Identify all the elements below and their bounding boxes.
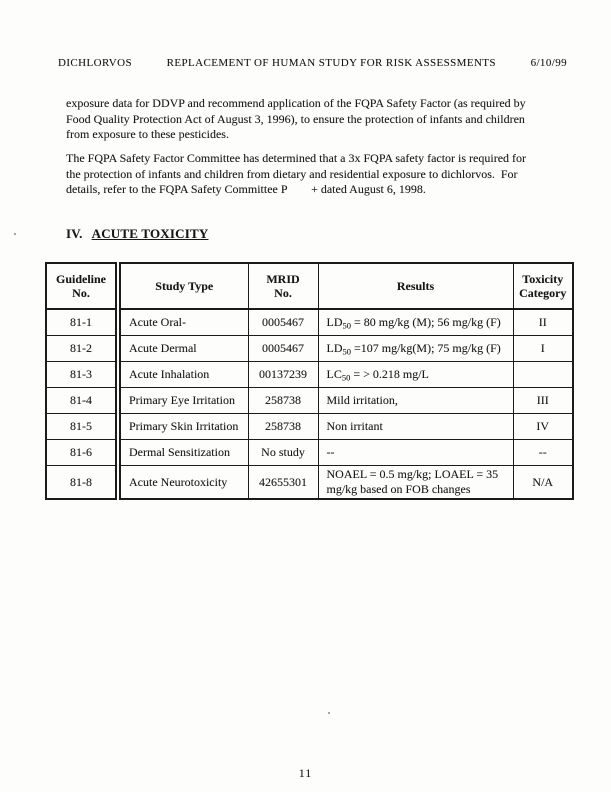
document-header — [58, 57, 567, 69]
paragraph-fqpa-committee — [66, 151, 526, 198]
guideline-cell: 81-5 — [46, 414, 118, 440]
results-text: LC — [326, 367, 342, 381]
column-header — [248, 263, 318, 309]
study-type-cell: Acute Oral- — [118, 309, 248, 336]
guideline-cell: 81-2 — [46, 336, 118, 362]
page-number: 11 — [298, 766, 313, 780]
results-cell — [318, 388, 513, 414]
study-type-cell: Dermal Sensitization — [118, 440, 248, 466]
header-doc-title: DICHLORVOS — [58, 57, 133, 69]
mrid-cell: No study — [248, 440, 318, 466]
table-row — [46, 309, 573, 336]
paragraph-line: The FQPA Safety Factor Committee has determined that a 3x FQPA safety factor is required for — [66, 151, 527, 165]
scan-speck — [328, 712, 330, 714]
toxicity-category-cell: II — [513, 309, 573, 336]
paragraph-line: from exposure to these pesticides. — [66, 127, 229, 141]
results-text: NOAEL = 0.5 mg/kg; LOAEL = 35 mg/kg based on FOB changes — [326, 467, 499, 496]
paragraph-line: the protection of infants and children from dietary and residential exposure to dichlorvos. For — [66, 166, 518, 181]
table-header — [46, 263, 573, 309]
guideline-cell: 81-3 — [46, 362, 118, 388]
results-cell — [318, 362, 513, 388]
paragraph-line: exposure data for DDVP and recommend application of the FQPA Safety Factor (as required by — [66, 96, 526, 110]
mrid-cell: 258738 — [248, 388, 318, 414]
results-text: -- — [326, 445, 335, 459]
results-text: =107 mg/kg(M); 75 mg/kg (F) — [351, 341, 501, 355]
toxicity-category-cell: -- — [513, 440, 573, 466]
guideline-cell: 81-6 — [46, 440, 118, 466]
column-header — [513, 263, 573, 309]
column-header — [318, 263, 513, 309]
column-header-line: No. — [274, 286, 292, 300]
study-type-cell: Acute Dermal — [118, 336, 248, 362]
toxicity-category-cell: I — [513, 336, 573, 362]
guideline-cell: 81-4 — [46, 388, 118, 414]
column-header-line: MRID — [266, 271, 300, 286]
column-header-line: Toxicity — [522, 271, 564, 286]
column-header-line: Category — [519, 286, 567, 300]
study-type-cell: Acute Neurotoxicity — [118, 466, 248, 500]
column-header-line: No. — [72, 286, 90, 300]
toxicity-category-cell: III — [513, 388, 573, 414]
table-row — [46, 414, 573, 440]
paragraph-line: Food Quality Protection Act of August 3, 1996), to ensure the protection of infants and children — [66, 111, 525, 126]
section-heading-acute-toxicity — [66, 226, 208, 242]
mrid-cell: 00137239 — [248, 362, 318, 388]
results-cell — [318, 414, 513, 440]
mrid-cell: 0005467 — [248, 309, 318, 336]
header-date: 6/10/99 — [530, 57, 567, 69]
table-row — [46, 466, 573, 500]
table-header-row — [46, 263, 573, 309]
scan-speck — [14, 233, 16, 235]
toxicity-category-cell: N/A — [513, 466, 573, 500]
study-type-cell: Primary Eye Irritation — [118, 388, 248, 414]
section-number: IV. — [66, 226, 83, 241]
table-row — [46, 362, 573, 388]
results-text: LD — [326, 341, 343, 355]
study-type-cell: Primary Skin Irritation — [118, 414, 248, 440]
column-header-line: Guideline — [55, 271, 106, 286]
mrid-cell: 258738 — [248, 414, 318, 440]
results-text: = > 0.218 mg/L — [350, 367, 429, 381]
column-header-line: Study Type — [155, 278, 214, 293]
results-text: Non irritant — [326, 419, 383, 433]
results-subscript: 50 — [342, 320, 351, 331]
results-cell — [318, 309, 513, 336]
table-row — [46, 440, 573, 466]
column-header — [46, 263, 118, 309]
results-text: = 80 mg/kg (M); 56 mg/kg (F) — [351, 315, 501, 329]
guideline-cell: 81-1 — [46, 309, 118, 336]
section-title: ACUTE TOXICITY — [91, 226, 209, 241]
table-row — [46, 388, 573, 414]
paragraph-line: details, refer to the FQPA Safety Committee P + dated August 6, 1998. — [66, 182, 426, 196]
paragraph-fqpa-application — [66, 96, 526, 143]
study-type-cell: Acute Inhalation — [118, 362, 248, 388]
mrid-cell: 0005467 — [248, 336, 318, 362]
guideline-cell: 81-8 — [46, 466, 118, 500]
results-cell — [318, 440, 513, 466]
results-subscript: 50 — [342, 346, 351, 357]
table-row — [46, 336, 573, 362]
toxicity-category-cell: IV — [513, 414, 573, 440]
results-text: LD — [326, 315, 343, 329]
results-cell — [318, 336, 513, 362]
header-center-title: REPLACEMENT OF HUMAN STUDY FOR RISK ASSESSMENTS — [166, 57, 496, 69]
column-header — [118, 263, 248, 309]
results-text: Mild irritation, — [326, 393, 398, 407]
column-header-line: Results — [396, 278, 435, 293]
acute-toxicity-table — [45, 262, 574, 500]
results-cell — [318, 466, 513, 500]
results-subscript: 50 — [341, 372, 351, 383]
table-body — [46, 309, 573, 499]
mrid-cell: 42655301 — [248, 466, 318, 500]
toxicity-category-cell — [513, 362, 573, 388]
